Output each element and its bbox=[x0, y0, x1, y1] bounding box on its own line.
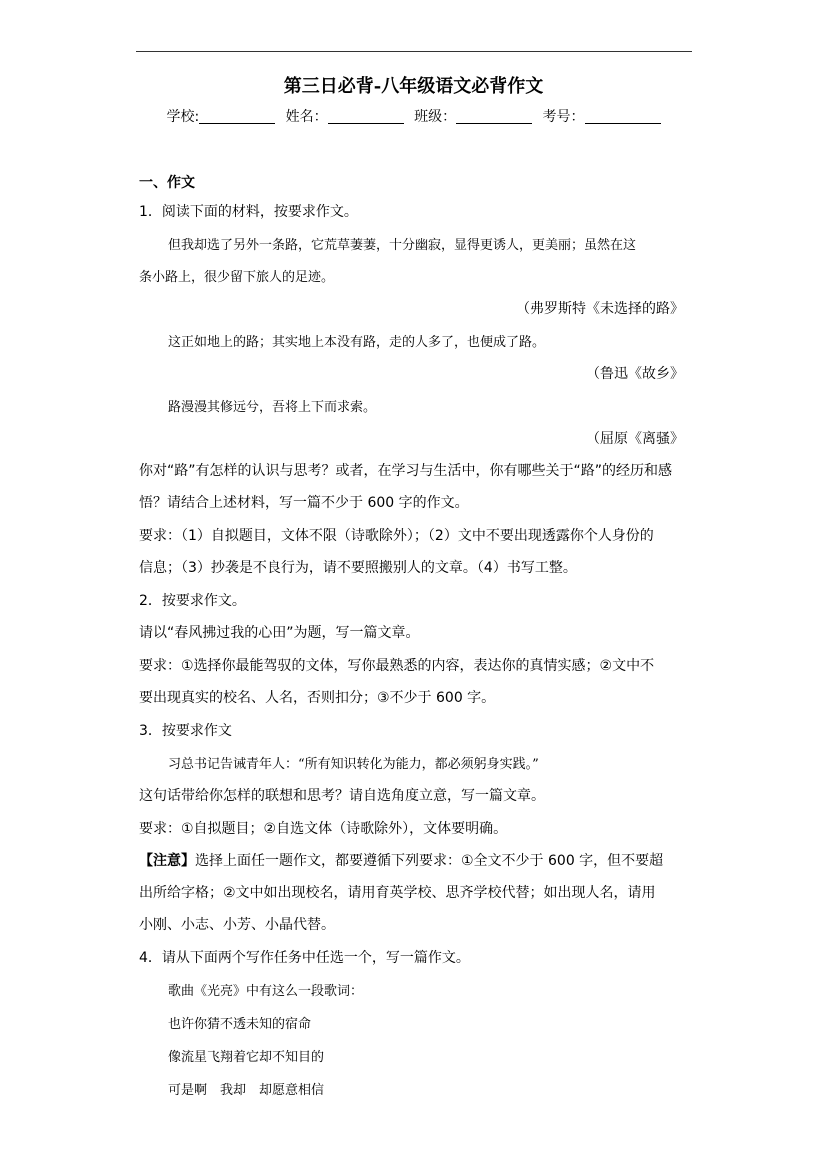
q1-source2: （鲁迅《故乡》 bbox=[586, 366, 684, 382]
q1-material3: 路漫漫其修远兮，吾将上下而求索。 bbox=[168, 400, 377, 415]
q3-note-line1 bbox=[139, 850, 663, 870]
q1-source1: （弗罗斯特《未选择的路》 bbox=[516, 301, 684, 317]
exam-number-blank[interactable] bbox=[585, 109, 661, 124]
q1-task-line1: 你对“路”有怎样的认识与思考？或者，在学习与生活中，你有哪些关于“路”的经历和感 bbox=[139, 463, 673, 479]
q4-lyric-line2: 像流星飞翔着它却不知目的 bbox=[168, 1050, 325, 1065]
header-rule bbox=[136, 51, 692, 52]
q3-note-line3: 小刚、小志、小芳、小晶代替。 bbox=[139, 917, 335, 933]
q1-material2: 这正如地上的路；其实地上本没有路，走的人多了，也便成了路。 bbox=[168, 335, 546, 350]
page-title: 第三日必背-八年级语文必背作文 bbox=[283, 76, 544, 97]
class-label: 班级： bbox=[414, 109, 457, 125]
q1-task-line2: 悟？请结合上述材料，写一篇不少于 600 字的作文。 bbox=[139, 495, 469, 511]
student-info-row bbox=[0, 106, 827, 126]
school-blank[interactable] bbox=[199, 109, 275, 124]
q4-lyric-line3: 可是啊 我却 却愿意相信 bbox=[168, 1083, 325, 1098]
note-tag: 【注意】 bbox=[139, 853, 195, 869]
q3-requirement: 要求：①自拟题目；②自选文体（诗歌除外），文体要明确。 bbox=[139, 821, 508, 837]
school-label: 学校: bbox=[166, 109, 200, 125]
name-label: 姓名： bbox=[285, 109, 328, 125]
q3-quote: 习总书记告诫青年人：“所有知识转化为能力，都必须躬身实践。” bbox=[168, 757, 539, 772]
q4-lyric-intro: 歌曲《光亮》中有这么一段歌词： bbox=[168, 984, 364, 999]
q4-lyric-line1: 也许你猜不透未知的宿命 bbox=[168, 1017, 312, 1032]
q1-source3: （屈原《离骚》 bbox=[586, 431, 684, 447]
q3-prompt: 3．按要求作文 bbox=[139, 723, 232, 739]
section-heading: 一、作文 bbox=[139, 175, 195, 191]
q1-prompt: 1．阅读下面的材料，按要求作文。 bbox=[139, 204, 358, 220]
note-text: 选择上面任一题作文，都要遵循下列要求：①全文不少于 600 字，但不要超 bbox=[195, 853, 664, 869]
q1-requirement-line2: 信息；（3）抄袭是不良行为，请不要照搬别人的文章。（4）书写工整。 bbox=[139, 560, 577, 576]
q2-requirement-line1: 要求：①选择你最能驾驭的文体，写你最熟悉的内容，表达你的真情实感；②文中不 bbox=[139, 658, 655, 674]
q1-material1-line2: 条小路上，很少留下旅人的足迹。 bbox=[139, 270, 335, 285]
q4-prompt: 4．请从下面两个写作任务中任选一个，写一篇作文。 bbox=[139, 950, 470, 966]
class-blank[interactable] bbox=[456, 109, 532, 124]
q1-material1-line1: 但我却选了另外一条路，它荒草萋萋，十分幽寂，显得更诱人，更美丽；虽然在这 bbox=[168, 238, 637, 253]
q3-note-line2: 出所给字格；②文中如出现校名，请用育英学校、思齐学校代替；如出现人名，请用 bbox=[139, 885, 656, 901]
name-blank[interactable] bbox=[328, 109, 404, 124]
q2-requirement-line2: 要出现真实的校名、人名，否则扣分；③不少于 600 字。 bbox=[139, 690, 496, 706]
q2-task: 请以“春风拂过我的心田”为题，写一篇文章。 bbox=[139, 625, 420, 641]
q1-requirement-line1: 要求：（1）自拟题目，文体不限（诗歌除外）；（2）文中不要出现透露你个人身份的 bbox=[139, 528, 654, 544]
q2-prompt: 2．按要求作文。 bbox=[139, 593, 246, 609]
exam-number-label: 考号： bbox=[542, 109, 585, 125]
q3-task: 这句话带给你怎样的联想和思考？请自选角度立意，写一篇文章。 bbox=[139, 788, 545, 804]
